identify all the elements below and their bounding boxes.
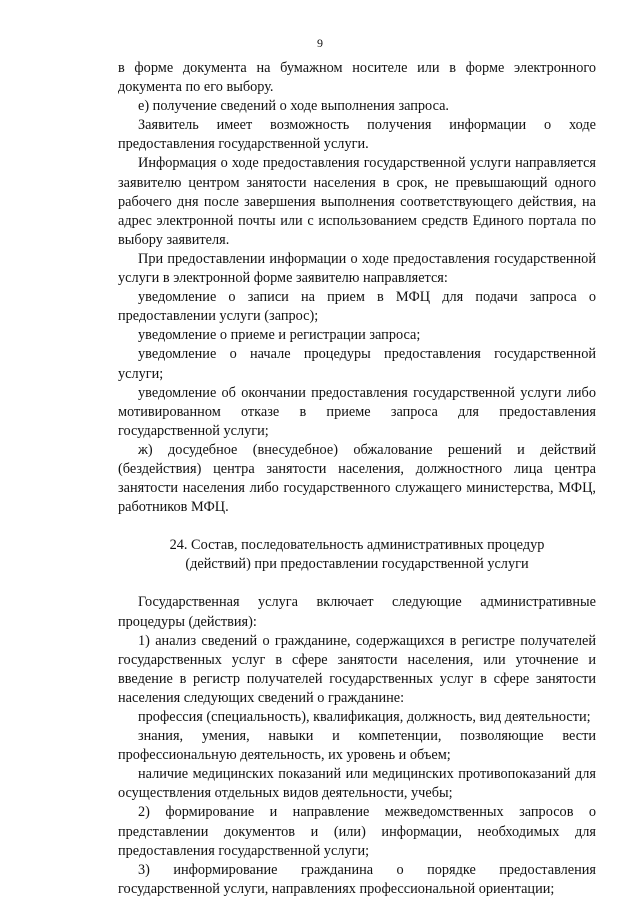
- paragraph: 3) информирование гражданина о порядке предоставления государственной услуги, направлениях профессиональной ориентации;: [118, 861, 596, 897]
- paragraph: 2) формирование и направление межведомственных запросов о представлении документов и (или) информации, необходимых для предоставления государственной услуги;: [118, 804, 596, 859]
- paragraph: Информация о ходе предоставления государственной услуги направляется заявителю центром занятости населения в срок, не превышающий одного рабочего дня после завершения выполнения соответствующего действия, на адрес электронной почты или с использованием средств Единого портала по выбору заявителя.: [118, 155, 596, 248]
- paragraph: уведомление о начале процедуры предоставления государственной услуги;: [118, 346, 596, 382]
- paragraph: 1) анализ сведений о гражданине, содержащихся в регистре получателей государственных услуг в сфере занятости населения, или уточнение и введение в регистр получателей государственных услуг в сфере занятости населения следующих сведений о гражданине:: [118, 632, 596, 706]
- paragraph: При предоставлении информации о ходе предоставления государственной услуги в электронной форме заявителю направляется:: [118, 250, 596, 287]
- paragraphs-bottom: [118, 593, 596, 899]
- paragraphs-top: [118, 59, 596, 517]
- spacer: [118, 574, 596, 593]
- paragraph: ж) досудебное (внесудебное) обжалование решений и действий (бездействия) центра занятости населения, должностного лица центра занятости населения либо государственного служащего министерства, МФЦ, работников МФЦ.: [118, 441, 596, 516]
- document-body: [118, 59, 596, 899]
- paragraph: Государственная услуга включает следующие административные процедуры (действия):: [118, 594, 596, 630]
- paragraph: уведомление о записи на прием в МФЦ для подачи запроса о предоставлении услуги (запрос);: [118, 289, 596, 325]
- paragraph: наличие медицинских показаний или медицинских противопоказаний для осуществления отдельных видов деятельности, учебы;: [118, 766, 596, 802]
- paragraph: профессия (специальность), квалификация, должность, вид деятельности;: [138, 709, 591, 725]
- paragraph: в форме документа на бумажном носителе или в форме электронного документа по его выбору.: [118, 60, 596, 96]
- paragraph: Заявитель имеет возможность получения информации о ходе предоставления государственной услуги.: [118, 117, 596, 153]
- spacer: [118, 517, 596, 536]
- paragraph: знания, умения, навыки и компетенции, позволяющие вести профессиональную деятельность, их уровень и объем;: [118, 728, 596, 764]
- paragraph: е) получение сведений о ходе выполнения запроса.: [138, 98, 450, 115]
- paragraph: уведомление о приеме и регистрации запроса;: [138, 327, 421, 344]
- page-number: 9: [317, 36, 323, 50]
- paragraph: уведомление об окончании предоставления государственной услуги либо мотивированном отказе в приеме запроса для предоставления государственной услуги;: [118, 384, 596, 439]
- section-heading: 24. Состав, последовательность административных процедур (действий) при предоставлении государственной услуги: [169, 537, 545, 573]
